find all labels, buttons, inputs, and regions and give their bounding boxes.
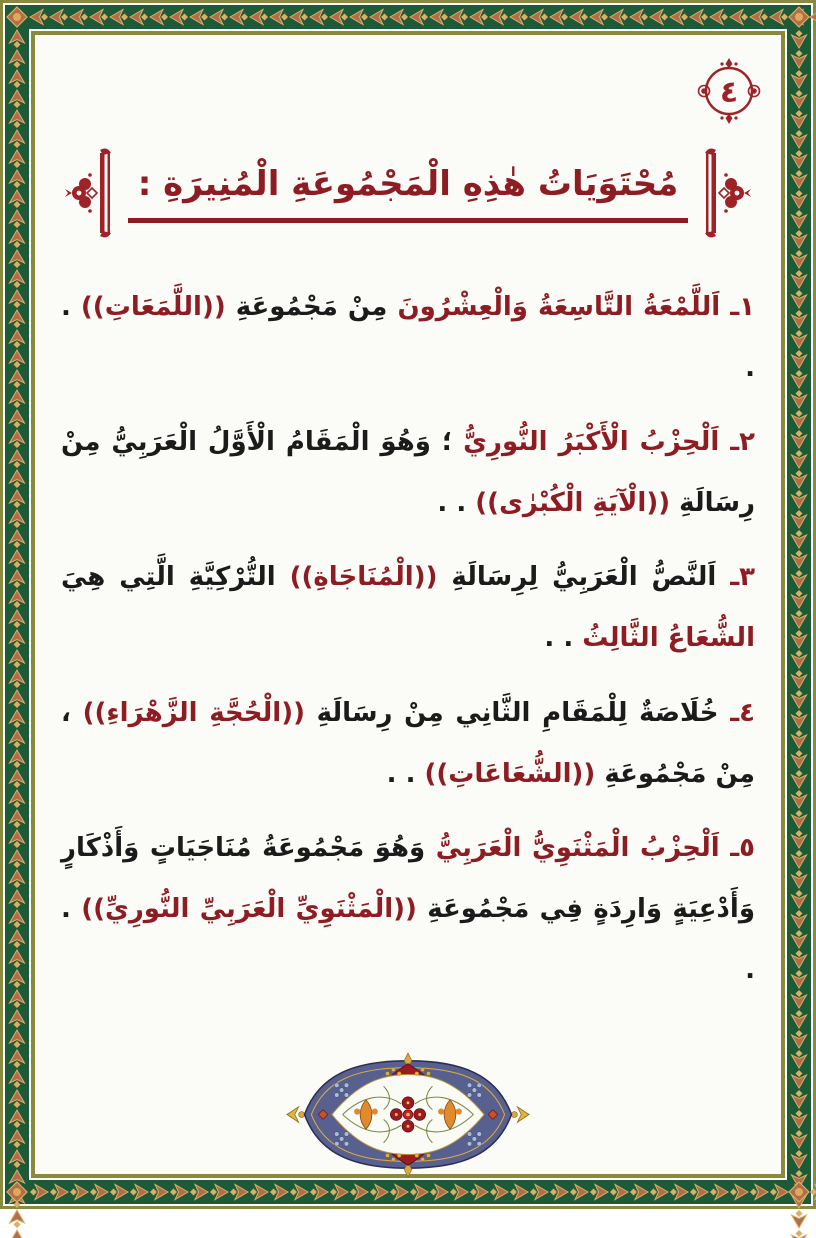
item-text-segment: خُلَاصَةٌ لِلْمَقَامِ الثَّانِي مِنْ رِسَالَةِ xyxy=(316,697,719,728)
toc-item xyxy=(61,683,755,805)
page-content xyxy=(35,35,781,1174)
toc-item xyxy=(61,412,755,534)
title-bracket-right-icon xyxy=(700,145,752,241)
item-text-segment: . . xyxy=(386,758,416,789)
item-text-segment: ، مِنْ مَجْمُوعَةِ xyxy=(61,697,755,789)
frame-ornament-strip-bottom xyxy=(29,1180,816,1204)
item-text-segment: اَلنَّصُّ الْعَرَبِيُّ لِرِسَالَةِ xyxy=(451,562,717,593)
item-number: ٤ـ xyxy=(730,697,755,728)
item-text-segment: . . xyxy=(61,292,755,384)
frame-corner-ornament xyxy=(787,1180,811,1204)
frame-corner-ornament xyxy=(787,5,811,29)
page-title: مُحْتَوَيَاتُ هٰذِهِ الْمَجْمُوعَةِ الْمُنِيرَةِ : xyxy=(128,164,689,223)
frame-ornament-strip-left xyxy=(5,29,29,1238)
item-number: ٣ـ xyxy=(730,562,755,593)
item-text-segment: وَهُوَ مَجْمُوعَةُ مُنَاجَيَاتٍ وَأَذْكَارٍ وَأَدْعِيَةٍ وَارِدَةٍ فِي مَجْمُوعَةِ xyxy=(61,832,755,924)
footer-arabesque-ornament-icon xyxy=(286,1049,530,1181)
item-text-segment: ((الشُّعَاعَاتِ)) xyxy=(424,758,596,789)
item-text-segment: . . xyxy=(61,893,755,985)
page-number: ٤ xyxy=(719,75,739,110)
toc-item xyxy=(61,547,755,669)
item-text-segment: مِنْ مَجْمُوعَةِ xyxy=(235,292,388,322)
item-text-segment: الشُّعَاعُ الثَّالِثُ xyxy=(582,623,755,654)
item-text-segment: ((الْآيَةِ الْكُبْرٰى)) xyxy=(475,488,671,519)
item-text-segment: ((الْحُجَّةِ الزَّهْرَاءِ)) xyxy=(82,697,305,728)
item-text-segment: اَلْحِزْبُ الْأَكْبَرُ النُّورِيُّ xyxy=(463,427,720,458)
frame-ornament-strip-top xyxy=(29,5,816,29)
title-row xyxy=(35,145,781,241)
contents-list xyxy=(61,277,755,1001)
item-text-segment: اَللَّمْعَةُ التَّاسِعَةُ وَالْعِشْرُونَ xyxy=(397,292,721,322)
page-number-medallion-icon xyxy=(695,57,763,125)
frame-corner-ornament xyxy=(5,1180,29,1204)
frame-ornament-strip-right xyxy=(787,29,811,1238)
item-number: ٢ـ xyxy=(730,427,756,458)
item-text-segment: ((اللَّمَعَاتِ)) xyxy=(80,292,226,322)
frame-corner-ornament xyxy=(5,5,29,29)
toc-item xyxy=(61,277,755,399)
item-text-segment: ((الْمُنَاجَاةِ)) xyxy=(289,562,438,593)
item-text-segment: . . xyxy=(544,623,574,654)
toc-item xyxy=(61,818,755,1001)
item-text-segment: ((الْمَثْنَوِيِّ الْعَرَبِيِّ النُّورِيِّ)) xyxy=(81,893,417,924)
item-text-segment: ؛ وَهُوَ الْمَقَامُ الْأَوَّلُ الْعَرَبِيُّ مِنْ رِسَالَةِ xyxy=(61,427,755,519)
item-number: ١ـ xyxy=(730,292,755,322)
item-text-segment: التُّرْكِيَّةِ الَّتِي هِيَ xyxy=(61,562,276,593)
item-text-segment: . . xyxy=(437,488,467,519)
item-text-segment: اَلْحِزْبُ الْمَثْنَوِيُّ الْعَرَبِيُّ xyxy=(435,832,720,863)
title-bracket-left-icon xyxy=(64,145,116,241)
item-number: ٥ـ xyxy=(730,832,755,863)
